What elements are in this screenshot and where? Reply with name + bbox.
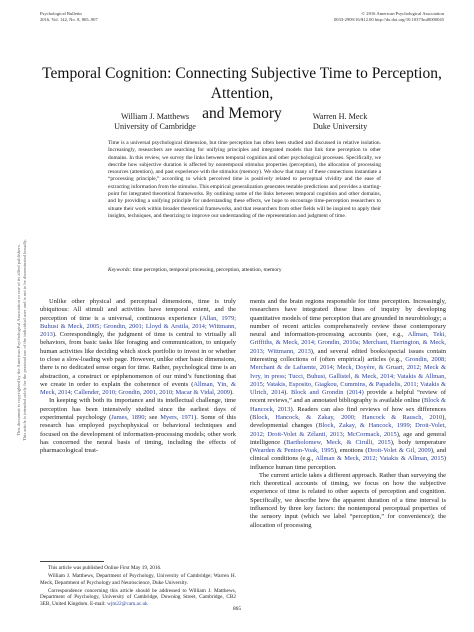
text-run: ), and several edited books/special issues contain interesting collections of (often empirical) articles (e.g., (250, 347, 446, 363)
text-run: ), and clinical conditions (e.g., (250, 447, 447, 463)
text-run: provide a helpful “review of recent reviews,” and an annotated bibliography is available online ( (250, 389, 446, 405)
journal-header (40, 11, 98, 23)
citation-link[interactable]: Block, Zakay, & Hancock, 1999; Droit-Volet, 2012; Droit-Volet & Zélanti, 2013; McCormack, 2015 (250, 422, 446, 438)
body-column-right (250, 298, 446, 530)
footnotes (40, 565, 236, 609)
keywords-label: Keywords: (108, 267, 132, 273)
text-run: ), age and general intelligence ( (250, 430, 446, 446)
citation-link[interactable]: Block, Hancock, & Zakay, 2000; Hancock & Rausch, 2010 (252, 413, 443, 421)
text-run: ). (230, 389, 234, 397)
text-run: The current article takes a different approach. Rather than surveying the rich theoretical accounts of timing, we focus on how the subjective experience of time is related to other aspects of perception and cognition. Specifically, we describe how the apparent duration of a time interval is influenced by three key factors: the nontemporal perceptual properties of the sensory input (which we label “perception,” for convenience); the allocation of processing (250, 471, 446, 529)
paragraph (40, 298, 236, 397)
citation-link[interactable]: James, 1890 (111, 413, 145, 421)
doi-line: 0033-2909/16/$12.00 http://dx.doi.org/10.1037/bul0000045 (333, 17, 444, 22)
author-affiliation: Duke University (312, 122, 368, 131)
keywords-text: time perception, temporal processing, perception, attention, memory (132, 267, 282, 273)
text-run: Correspondence concerning this article should be addressed to William J. Matthews, Department of Psychology, University of Cambridge, Downing Street, Cambridge, CB2 3EB, United Kingdom. E-mail: (40, 587, 236, 607)
author-1 (100, 112, 210, 132)
citation-link[interactable]: Wearden & Penton-Voak, 1995 (252, 447, 334, 455)
citation-link[interactable]: Bartholomew, Meck, & Cirulli, 2015 (286, 438, 391, 446)
title-line-1: Temporal Cognition: Connecting Subjective Time to Perception, Attention, (42, 65, 442, 102)
text-run: ). Some of this research has employed psychophysical or behavioral techniques and focused on the development of information-processing models; other work has concerned the neural basis of timing, including the effects of pharmacological treat- (40, 413, 236, 455)
author-affiliation: University of Cambridge (114, 122, 196, 131)
citation-link[interactable]: Allman, Teki, Griffiths, & Meck, 2014; Grondin, 2010a; Merchant, Harrington, & Meck, 2013; Wittmann, 2013 (250, 331, 446, 355)
footnote-published: This article was published Online First May 19, 2016. (48, 565, 162, 571)
citation-link[interactable]: Block and Grondin (2014) (291, 389, 364, 397)
text-run: ). Readers can also find reviews of how sex differences ( (250, 405, 446, 421)
text-run: Unlike other physical and perceptual dimensions, time is truly ubiquitous: All stimuli and activities have temporal extent, and the perception of time is a universal, continuous experience ( (40, 298, 236, 322)
sidebar-line-1: This document is copyrighted by the American Psychological Association or one of its allied publishers. (16, 244, 21, 436)
author-name: Warren H. Meck (312, 112, 368, 121)
citation-link[interactable]: Block & Hancock, 2013 (250, 397, 447, 413)
citation-link[interactable]: Allman, Yin, & Meck, 2014; Callender, 2010; Grondin, 2001, 2010; Macar & Vidal, 2009 (40, 380, 236, 397)
citation-link[interactable]: wjm22@cam.ac.uk (107, 600, 148, 607)
keywords (108, 267, 381, 274)
text-run: ). Correspondingly, the judgment of time is central to virtually all behaviors, from basic tasks like foraging and communication, to uniquely human activities like deciding which stock portfolio to invest in or whether to close a slow-loading web page. However, unlike other basic dimensions, there is no dedicated sense organ for time. Rather, psychological time is an abstraction, a construct or epiphenomenon of our mind’s functioning that we create in order to explain the coherence of events ( (40, 331, 236, 388)
text-run: ) influence human time perception. (250, 455, 446, 471)
copyright-sidebar (16, 160, 38, 520)
citation-link[interactable]: Grondin, 2008; Merchant & de Lafuente, 2014; Meck, Doyère, & Gruart, 2012; Meck & Ivry, in press; Tucci, Buhusi, Gallistel, & Meck, 2014; Vatakis & Allman, 2015; Vatakis, Esposito, Giagkou, Cummins, & Papadelis, 2011; Vatakis & Ulrich, 2014 (250, 355, 446, 397)
journal-name: Psychological Bulletin (40, 11, 82, 16)
citation-link[interactable]: Droit-Volet & Gil, 2009 (367, 447, 431, 455)
text-run: ), emotions ( (333, 447, 368, 455)
text-run: ), body temperature ( (250, 438, 446, 455)
paragraph (40, 397, 236, 455)
text-run: In keeping with both its importance and its intellectual challenge, time perception has been intensively studied since the earliest days of experimental psychology ( (40, 397, 236, 421)
footnote-rule (40, 561, 104, 562)
author-2 (290, 112, 390, 132)
text-run: ; see (144, 413, 161, 421)
footnote-affiliations: William J. Matthews, Department of Psychology, University of Cambridge; Warren H. Meck, Department of Psychology and Neuroscience, Duke University. (40, 573, 236, 586)
copyright-line: © 2016 American Psychological Association (361, 11, 444, 16)
text-run: ), developmental changes ( (250, 413, 446, 430)
title-line-2: and Memory (202, 105, 282, 122)
abstract: Time is a universal psychological dimension, but time perception has often been studied and discussed in relative isolation. Increasingly, researchers are searching for unifying principles and integrated models that link time perception to other domains. In this review, we survey the links between temporal cognition and other psychological processes. Specifically, we describe how subjective duration is affected by nontemporal stimulus properties (perception), the allocation of processing resources (attention), and past experience with the stimulus (memory). We show that many of these connections instantiate a “processing principle,” according to which perceived time is positively related to perceptual vividity and the ease of extracting information from the stimulus. This empirical generalization generates testable predictions and provides a starting-point for integrated theoretical frameworks. By outlining some of the links between temporal cognition and other domains, and by providing a unifying principle for understanding these effects, we hope to encourage time-perception researchers to situate their work within broader theoretical frameworks, and that researchers from other fields will be inspired to apply their insights, techniques, and theorizing to improve our understanding of the representation and judgment of time. (108, 140, 381, 219)
citation-link[interactable]: Allman & Meck, 2012; Vatakis & Allman, 2015 (315, 455, 444, 463)
copyright-header (334, 11, 444, 23)
body-column-left (40, 298, 236, 455)
citation-link[interactable]: Allan, 1979; Buhusi & Meck, 2005; Grondin, 2001; Lloyd & Arstila, 2014; Wittmann, 2013 (40, 314, 236, 339)
paragraph (250, 298, 446, 472)
page-number: 865 (232, 606, 242, 612)
author-name: William J. Matthews (120, 112, 190, 121)
paragraph (250, 472, 446, 530)
text-run: ). (284, 389, 291, 397)
citation-link[interactable]: Myers, 1971 (160, 413, 195, 421)
footnote-correspondence (40, 588, 236, 608)
text-run: ments and the brain regions responsible for time perception. Increasingly, researchers have integrated these lines of inquiry by developing quantitative models of time perception that are grounded in neurobiology; a number of recent articles comprehensively review these contemporary neural and information-processing accounts (see, e.g., (250, 298, 446, 339)
sidebar-line-2: This article is intended solely for the personal use of the individual user and is not to be disseminated broadly. (22, 238, 27, 442)
journal-volume: 2016, Vol. 142, No. 8, 865–907 (40, 17, 98, 22)
